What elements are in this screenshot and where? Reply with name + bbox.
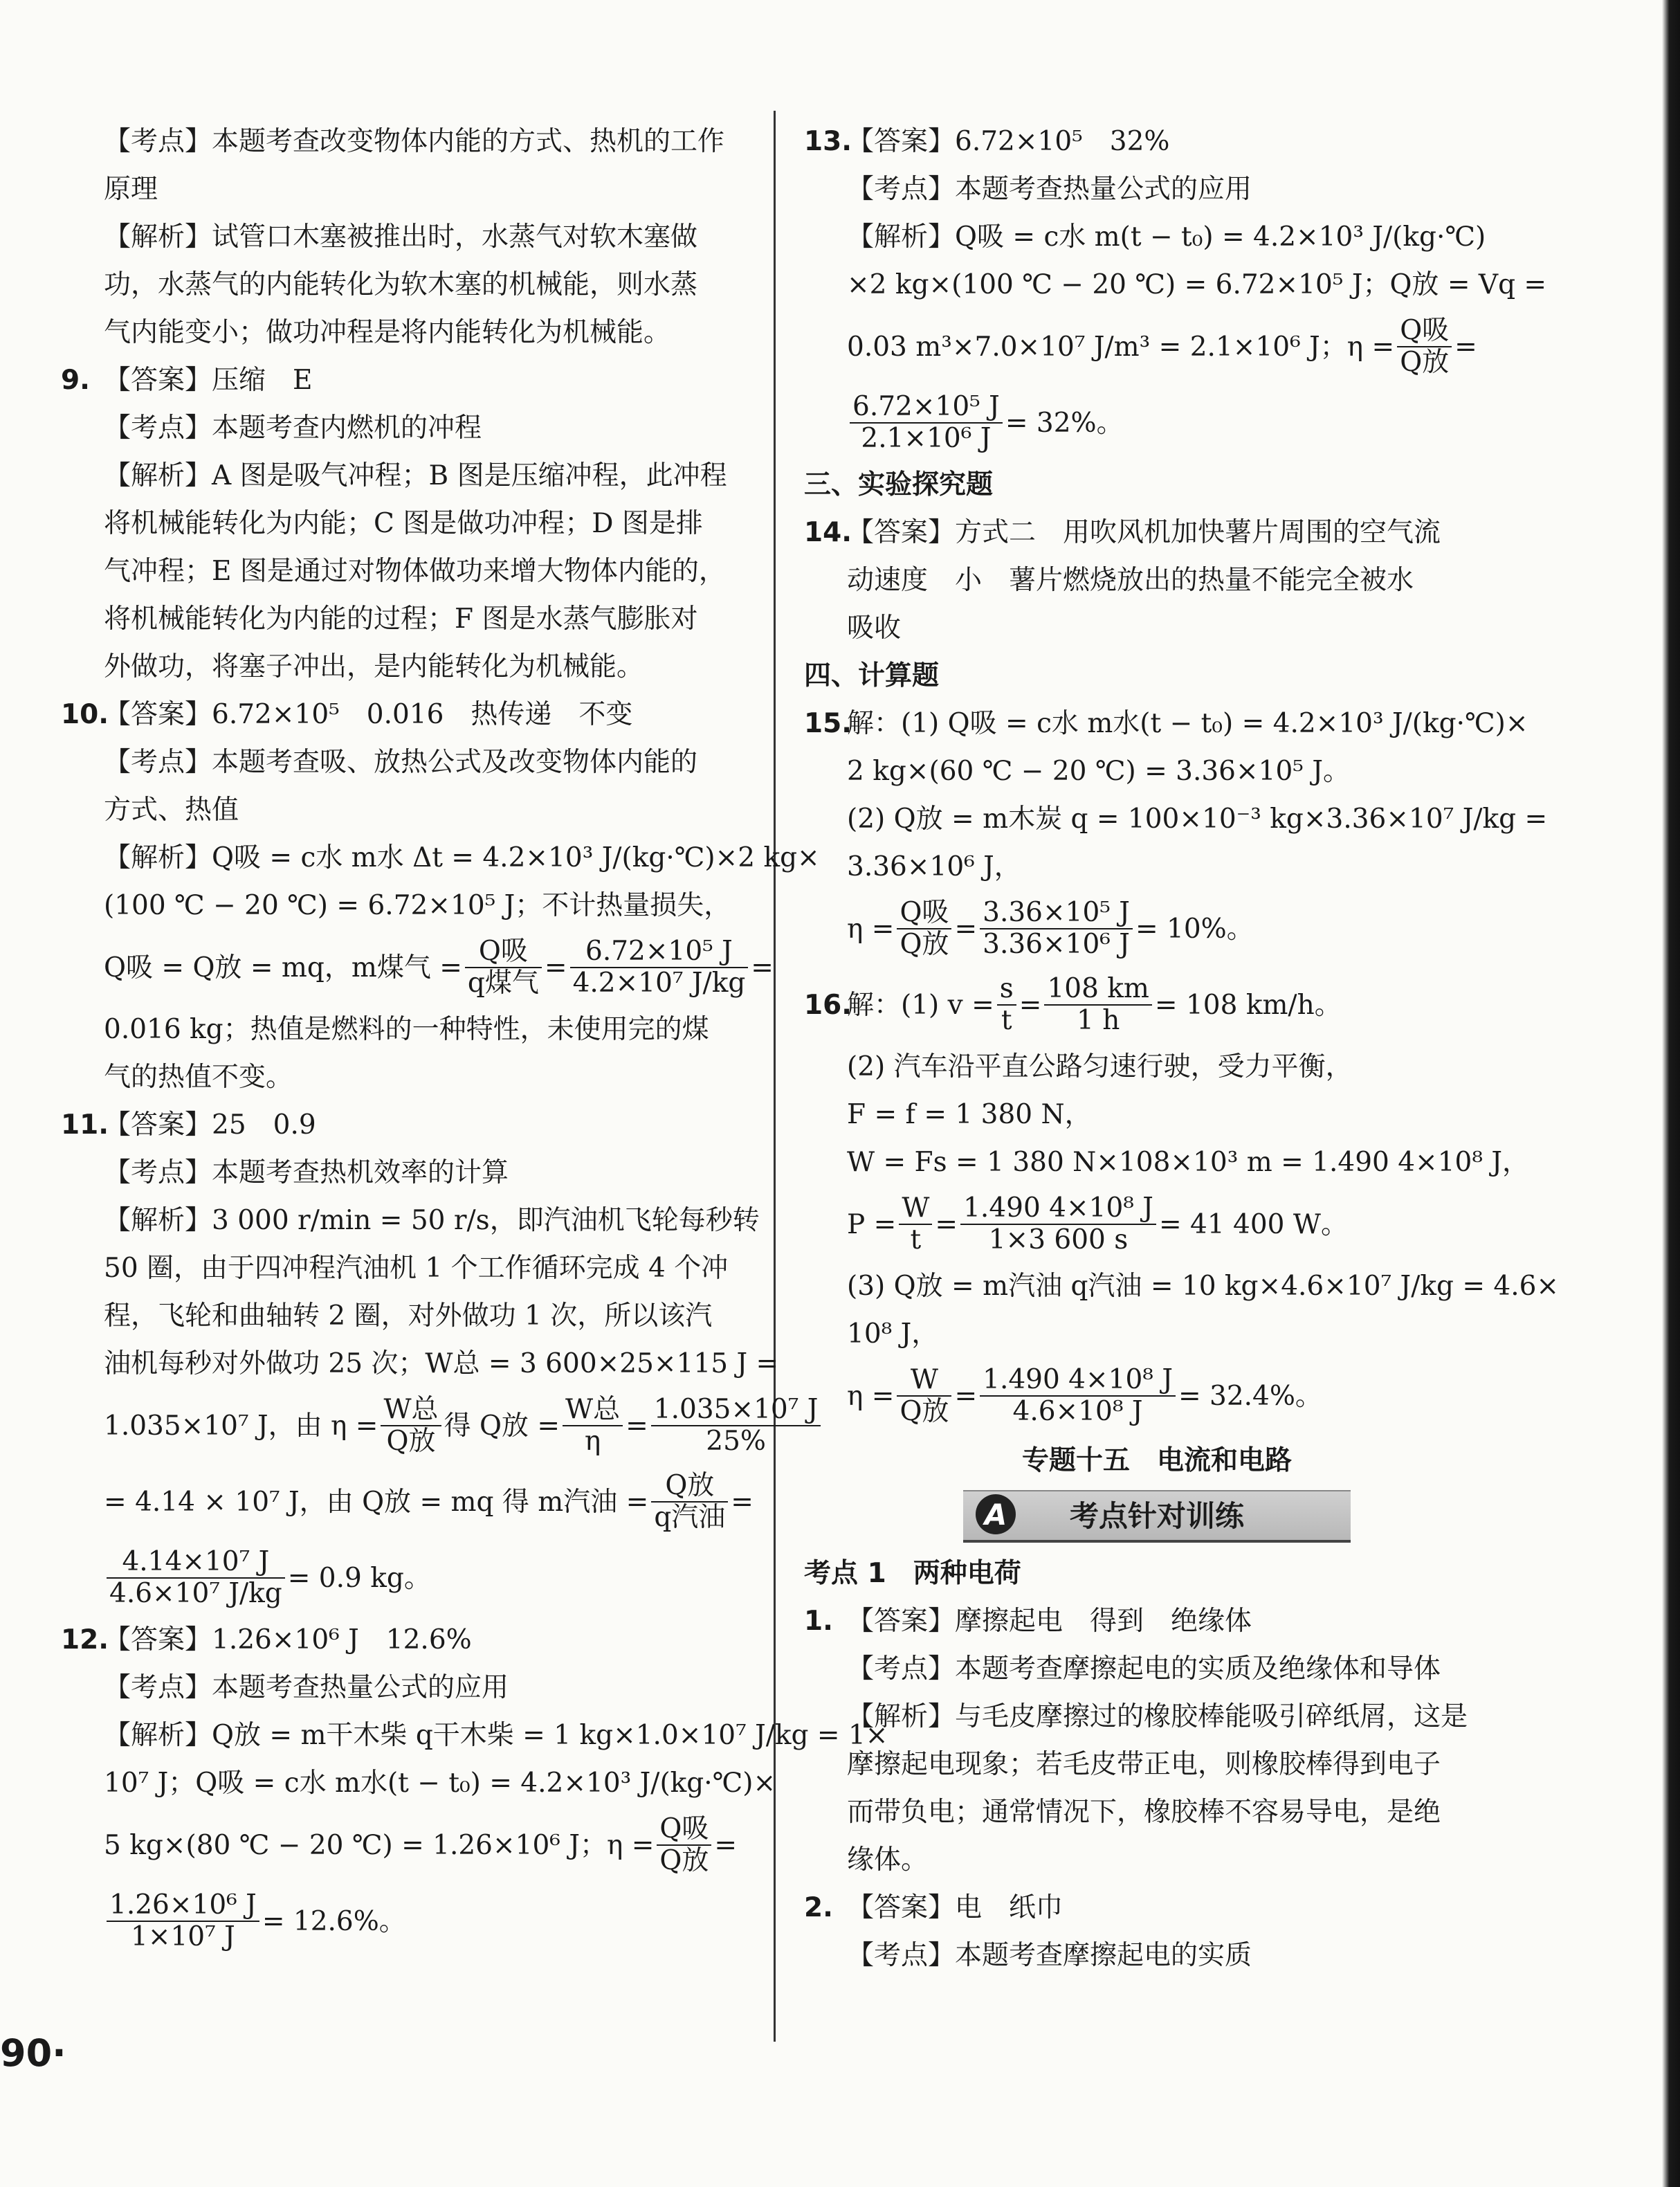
numerator: 1.035×10⁷ J <box>651 1395 821 1426</box>
equals: = <box>1019 989 1042 1021</box>
q12-kaodian: 【考点】本题考查热量公式的应用 <box>104 1672 509 1703</box>
q10-kaodian-cont: 方式、热值 <box>104 795 239 826</box>
k1-jiexi: 【解析】与毛皮摩擦过的橡胶棒能吸引碎纸屑，这是 <box>847 1701 1468 1732</box>
equals: = <box>751 952 774 983</box>
denominator: 25% <box>706 1426 766 1457</box>
q13-jiexi-2: ×2 kg×(100 ℃ − 20 ℃) = 6.72×10⁵ J；Q放 = Vq = <box>847 269 1547 300</box>
numerator: Q放 <box>651 1471 728 1503</box>
fraction <box>651 1471 728 1533</box>
q16-solution-4: W = Fs = 1 380 N×108×10³ m = 1.490 4×10⁸ J， <box>847 1147 1530 1178</box>
topic-title: 专题十五 电流和电路 <box>1021 1445 1292 1476</box>
q8-kaodian: 【考点】本题考查改变物体内能的方式、热机的工作 <box>104 126 725 157</box>
q8-jiexi-3: 气内能变小；做功冲程是将内能转化为机械能。 <box>104 317 671 348</box>
numerator: W <box>897 1365 951 1397</box>
equals: = <box>544 952 567 983</box>
q13-answer <box>804 118 1510 165</box>
equals: = <box>731 1486 754 1518</box>
q16-formula-line-2 <box>804 1358 1510 1434</box>
equals: = <box>935 1208 958 1240</box>
numerator: 6.72×10⁵ J <box>850 392 1003 424</box>
section-heading-experiment: 三、实验探究题 <box>804 469 994 500</box>
question-number: 12. <box>61 1624 109 1655</box>
fraction <box>651 1395 821 1457</box>
q10-kaodian: 【考点】本题考查吸、放热公式及改变物体内能的 <box>104 747 698 778</box>
q10-jiexi-2: (100 ℃ − 20 ℃) = 6.72×10⁵ J；不计热量损失， <box>104 890 731 921</box>
fraction <box>897 1365 951 1427</box>
q8-jiexi: 【解析】试管口木塞被推出时，水蒸气对软木塞做 <box>104 221 698 253</box>
formula-text: = 12.6%。 <box>262 1905 406 1937</box>
question-number: 14. <box>804 517 852 548</box>
q11-jiexi-4: 油机每秒对外做功 25 次；W总 = 3 600×25×115 J = <box>104 1348 779 1379</box>
q16-solution-3: F = f = 1 380 N， <box>847 1099 1092 1130</box>
denominator: 2.1×10⁶ J <box>861 423 992 454</box>
q11-kaodian: 【考点】本题考查热机效率的计算 <box>104 1157 509 1188</box>
q9-answer <box>61 356 760 404</box>
section-heading-calculation: 四、计算题 <box>804 660 940 691</box>
denominator: q汽油 <box>654 1502 726 1533</box>
q10-jiexi-4: 0.016 kg；热值是燃料的一种特性，未使用完的煤 <box>104 1014 709 1045</box>
fraction <box>1044 974 1151 1036</box>
q10-jiexi: 【解析】Q吸 = c水 m水 Δt = 4.2×10³ J/(kg·℃)×2 kg× <box>104 842 820 873</box>
banner-title: 考点针对训练 <box>1069 1498 1244 1533</box>
denominator: q煤气 <box>467 968 539 999</box>
fraction <box>997 974 1016 1036</box>
numerator: W <box>899 1193 932 1225</box>
k1-kaodian: 【考点】本题考查摩擦起电的实质及绝缘体和导体 <box>847 1653 1441 1685</box>
fraction <box>960 1193 1156 1255</box>
numerator: 1.490 4×10⁸ J <box>980 1365 1176 1397</box>
section-banner <box>963 1490 1351 1543</box>
numerator: Q吸 <box>897 898 951 929</box>
question-number: 13. <box>804 126 852 157</box>
formula-text: = 32%。 <box>1005 407 1124 439</box>
fraction <box>107 1890 259 1952</box>
numerator: Q吸 <box>1397 316 1452 347</box>
denominator: Q放 <box>900 929 949 960</box>
q16-solution <box>804 967 1510 1043</box>
denominator: t <box>1001 1005 1012 1036</box>
formula-text: η = <box>847 1380 895 1412</box>
formula-text: = 32.4%。 <box>1178 1380 1322 1412</box>
q15-solution <box>804 700 1528 747</box>
q9-jiexi-5: 外做功，将塞子冲出，是内能转化为机械能。 <box>104 651 644 682</box>
formula-text: = 41 400 W。 <box>1158 1208 1348 1240</box>
formula-text: = 4.14 × 10⁷ J，由 Q放 = mq 得 m汽油 = <box>104 1486 649 1518</box>
q15-solution-2: 2 kg×(60 ℃ − 20 ℃) = 3.36×10⁵ J。 <box>847 756 1350 787</box>
answer-text: 【答案】方式二 用吹风机加快薯片周围的空气流 <box>847 517 1441 548</box>
q10-answer <box>61 691 760 738</box>
denominator: Q放 <box>659 1845 709 1876</box>
formula-text: 得 Q放 = <box>444 1410 560 1442</box>
fraction <box>850 392 1003 454</box>
k1-jiexi-3: 而带负电；通常情况下，橡胶棒不容易导电，是绝 <box>847 1797 1441 1828</box>
answer-text: 【答案】6.72×10⁵ 0.016 热传递 不变 <box>104 699 633 730</box>
q15-formula-line <box>804 891 1510 967</box>
equals: = <box>714 1829 738 1861</box>
question-number: 2. <box>804 1892 833 1923</box>
numerator: Q吸 <box>657 1814 711 1846</box>
question-number: 11. <box>61 1109 109 1141</box>
denominator: Q放 <box>1400 347 1450 378</box>
kaodian-heading: 考点 1 两种电荷 <box>804 1558 1021 1589</box>
q13-formula-line-2 <box>804 385 1510 461</box>
q11-jiexi: 【解析】3 000 r/min = 50 r/s，即汽油机飞轮每秒转 <box>104 1205 760 1236</box>
q14-answer-2: 动速度 小 薯片燃烧放出的热量不能完全被水 <box>847 565 1414 596</box>
q8-jiexi-2: 功，水蒸气的内能转化为软木塞的机械能，则水蒸 <box>104 269 698 300</box>
q9-jiexi-4: 将机械能转化为内能的过程；F 图是水蒸气膨胀对 <box>104 604 698 635</box>
q13-kaodian: 【考点】本题考查热量公式的应用 <box>847 174 1252 205</box>
denominator: 4.6×10⁷ J/kg <box>109 1578 282 1609</box>
fraction <box>657 1814 711 1876</box>
answer-text: 【答案】6.72×10⁵ 32% <box>847 126 1170 157</box>
q9-jiexi: 【解析】A 图是吸气冲程；B 图是压缩冲程，此冲程 <box>104 460 727 491</box>
q9-jiexi-3: 气冲程；E 图是通过对物体做功来增大物体内能的， <box>104 556 726 587</box>
fraction <box>1397 316 1452 378</box>
formula-text: η = <box>847 913 895 945</box>
k2-answer <box>804 1884 1510 1932</box>
fraction <box>570 936 749 999</box>
q12-answer <box>61 1616 760 1664</box>
q8-kaodian-cont: 原理 <box>104 174 158 205</box>
q14-answer-3: 吸收 <box>847 612 902 644</box>
fraction <box>381 1395 441 1457</box>
q11-formula-line-2 <box>61 1464 760 1540</box>
page-number: 90· <box>0 2031 66 2075</box>
question-number: 15. <box>804 708 852 739</box>
right-column <box>804 118 1560 1979</box>
formula-text: Q吸 = Q放 = mq，m煤气 = <box>104 952 462 983</box>
q11-formula-line <box>61 1388 819 1464</box>
equals: = <box>954 1380 978 1412</box>
fraction <box>563 1395 623 1457</box>
equals: = <box>954 913 978 945</box>
fraction <box>107 1547 285 1609</box>
q13-formula-line <box>804 309 1510 385</box>
denominator: Q放 <box>900 1396 949 1427</box>
answer-text: 【答案】电 纸巾 <box>847 1892 1063 1923</box>
q16-solution-7: 10⁸ J， <box>847 1318 939 1350</box>
k2-kaodian: 【考点】本题考查摩擦起电的实质 <box>847 1940 1252 1971</box>
fraction <box>980 1365 1176 1427</box>
q12-jiexi: 【解析】Q放 = m干木柴 q干木柴 = 1 kg×1.0×10⁷ J/kg = 1× <box>104 1720 888 1751</box>
q14-answer <box>804 509 1510 556</box>
q11-jiexi-2: 50 圈，由于四冲程汽油机 1 个工作循环完成 4 个冲 <box>104 1253 729 1284</box>
solution-text: 解：(1) Q吸 = c水 m水(t − t₀) = 4.2×10³ J/(kg·℃)× <box>847 708 1528 739</box>
letter-a-badge-icon: A <box>976 1494 1016 1534</box>
denominator: 1 h <box>1077 1005 1120 1036</box>
question-number: 9. <box>61 365 90 396</box>
k1-jiexi-4: 缘体。 <box>847 1844 929 1876</box>
q11-formula-line-3 <box>61 1540 760 1616</box>
q12-formula-line <box>61 1807 760 1883</box>
denominator: 3.36×10⁶ J <box>983 929 1130 960</box>
q10-formula-line <box>61 929 774 1006</box>
q9-kaodian: 【考点】本题考查内燃机的冲程 <box>104 412 482 444</box>
numerator: Q吸 <box>465 936 542 968</box>
q12-jiexi-2: 10⁷ J；Q吸 = c水 m水(t − t₀) = 4.2×10³ J/(kg·℃)× <box>104 1768 776 1799</box>
formula-text: P = <box>847 1208 897 1240</box>
formula-text: = 0.9 kg。 <box>287 1562 431 1594</box>
formula-text: 1.035×10⁷ J，由 η = <box>104 1410 378 1442</box>
denominator: t <box>910 1224 922 1255</box>
numerator: s <box>997 974 1016 1006</box>
q13-jiexi: 【解析】Q吸 = c水 m(t − t₀) = 4.2×10³ J/(kg·℃) <box>847 221 1486 253</box>
denominator: η <box>584 1426 601 1457</box>
numerator: W总 <box>563 1395 623 1426</box>
formula-text: 5 kg×(80 ℃ − 20 ℃) = 1.26×10⁶ J；η = <box>104 1829 655 1861</box>
numerator: 1.26×10⁶ J <box>107 1890 259 1922</box>
answer-text: 【答案】1.26×10⁶ J 12.6% <box>104 1624 472 1655</box>
k1-answer <box>804 1597 1510 1645</box>
formula-text: 解：(1) v = <box>847 989 994 1021</box>
numerator: 1.490 4×10⁸ J <box>960 1193 1156 1225</box>
question-number: 1. <box>804 1606 833 1637</box>
equals: = <box>1454 331 1477 363</box>
denominator: 4.2×10⁷ J/kg <box>572 968 746 999</box>
formula-text: = 108 km/h。 <box>1154 989 1342 1021</box>
numerator: W总 <box>381 1395 441 1426</box>
page-edge-shadow <box>1662 0 1680 2187</box>
numerator: 4.14×10⁷ J <box>107 1547 285 1579</box>
numerator: 108 km <box>1044 974 1151 1006</box>
q9-jiexi-2: 将机械能转化为内能；C 图是做功冲程；D 图是排 <box>104 508 703 539</box>
fraction <box>980 898 1133 960</box>
q11-jiexi-3: 程，飞轮和曲轴转 2 圈，对外做功 1 次，所以该汽 <box>104 1300 713 1332</box>
numerator: 3.36×10⁵ J <box>980 898 1133 929</box>
denominator: Q放 <box>386 1426 436 1457</box>
fraction <box>465 936 542 999</box>
formula-text: = 10%。 <box>1135 913 1254 945</box>
q16-solution-2: (2) 汽车沿平直公路匀速行驶，受力平衡， <box>847 1051 1353 1082</box>
fraction <box>897 898 951 960</box>
q12-formula-line-2 <box>61 1883 760 1959</box>
denominator: 1×3 600 s <box>988 1224 1129 1255</box>
q16-formula-line <box>804 1186 1510 1262</box>
formula-text: 0.03 m³×7.0×10⁷ J/m³ = 2.1×10⁶ J；η = <box>847 331 1395 363</box>
k1-jiexi-2: 摩擦起电现象；若毛皮带正电，则橡胶棒得到电子 <box>847 1749 1441 1780</box>
denominator: 1×10⁷ J <box>131 1921 235 1952</box>
answer-text: 【答案】25 0.9 <box>104 1109 316 1141</box>
equals: = <box>626 1410 648 1442</box>
question-number: 10. <box>61 699 109 730</box>
q16-solution-6: (3) Q放 = m汽油 q汽油 = 10 kg×4.6×10⁷ J/kg = 4.6× <box>847 1271 1560 1302</box>
q10-jiexi-5: 气的热值不变。 <box>104 1062 293 1093</box>
answer-text: 【答案】压缩 E <box>104 365 313 396</box>
fraction <box>899 1193 932 1255</box>
q15-solution-4: 3.36×10⁶ J， <box>847 851 1021 882</box>
q11-answer <box>61 1101 760 1149</box>
denominator: 4.6×10⁸ J <box>1012 1396 1143 1427</box>
answer-text: 【答案】摩擦起电 得到 绝缘体 <box>847 1606 1252 1637</box>
numerator: 6.72×10⁵ J <box>570 936 749 968</box>
question-number: 16. <box>804 989 852 1021</box>
q15-solution-3: (2) Q放 = m木炭 q = 100×10⁻³ kg×3.36×10⁷ J/kg = <box>847 804 1548 835</box>
